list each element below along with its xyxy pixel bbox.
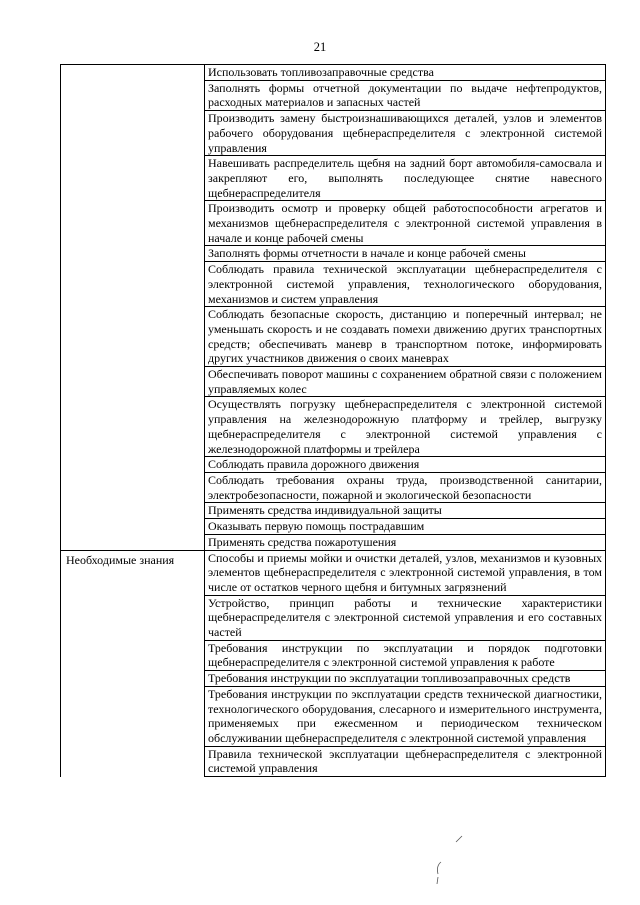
table-row: Способы и приемы мойки и очистки деталей, узлов, механизмов и кузовных элементов щебнераспределителя с электронной системой управления, в том числе от остатков черного щебня и битумных загрязнений bbox=[205, 551, 606, 596]
table-row: Обеспечивать поворот машины с сохранением обратной связи с положением управляемых колес bbox=[205, 367, 606, 397]
table-row: Соблюдать безопасные скорость, дистанцию и поперечный интервал; не уменьшать скорость и не создавать помехи движению других транспортных средств; обеспечивать маневр в транспортном потоке, информировать других участников движения о своих маневрах bbox=[205, 307, 606, 367]
table-row: Требования инструкции по эксплуатации топливозаправочных средств bbox=[205, 671, 606, 687]
table-row: Заполнять формы отчетной документации по выдаче нефтепродуктов, расходных материалов и запасных частей bbox=[205, 81, 606, 111]
table-row: Заполнять формы отчетности в начале и конце рабочей смены bbox=[205, 246, 606, 262]
table-row: Использовать топливозаправочные средства bbox=[205, 65, 606, 81]
table-row: Производить осмотр и проверку общей работоспособности агрегатов и механизмов щебнераспределителя с электронной системой управления в начале и конце рабочей смены bbox=[205, 201, 606, 246]
pen-stroke bbox=[437, 877, 438, 884]
table-row: Правила технической эксплуатации щебнераспределителя с электронной системой управления bbox=[205, 747, 606, 777]
table-row: Применять средства индивидуальной защиты bbox=[205, 503, 606, 519]
table-row: Соблюдать правила технической эксплуатации щебнераспределителя с электронной системой управления, технологического оборудования, механизмов и систем управления bbox=[205, 262, 606, 307]
table-row: Оказывать первую помощь пострадавшим bbox=[205, 519, 606, 535]
table-row: Требования инструкции по эксплуатации средств технической диагностики, технологического оборудования, слесарного и измерительного инструмента, применяемых при ежесменном и периодическом техническом обслуживании щебнераспределителя с электронной системой управления bbox=[205, 687, 606, 747]
table-row: Устройство, принцип работы и технические характеристики щебнераспределителя с электронной системой управления и его составных частей bbox=[205, 596, 606, 641]
table-row: Производить замену быстроизнашивающихся деталей, узлов и элементов рабочего оборудования щебнераспределителя с электронной системой управления bbox=[205, 111, 606, 156]
pen-stroke bbox=[437, 862, 441, 874]
table-row: Применять средства пожаротушения bbox=[205, 535, 606, 550]
knowledge-label: Необходимые знания bbox=[61, 551, 205, 778]
pen-stroke bbox=[456, 836, 462, 842]
page-number: 21 bbox=[313, 40, 327, 54]
table-row: Навешивать распределитель щебня на задний борт автомобиля-самосвала и закрепляют его, выполнять последующее снятие навесного щебнераспределителя bbox=[205, 156, 606, 201]
table-row: Соблюдать требования охраны труда, производственной санитарии, электробезопасности, пожарной и экологической безопасности bbox=[205, 473, 606, 503]
table-row: Соблюдать правила дорожного движения bbox=[205, 457, 606, 473]
table-row: Осуществлять погрузку щебнераспределителя с электронной системой управления на железнодорожную платформу и трейлер, выгрузку щебнераспределителя с электронной системой управления с железнодорожной платформы и трейлера bbox=[205, 397, 606, 457]
table-row: Требования инструкции по эксплуатации и порядок подготовки щебнераспределителя с электронной системой управления к работе bbox=[205, 641, 606, 671]
